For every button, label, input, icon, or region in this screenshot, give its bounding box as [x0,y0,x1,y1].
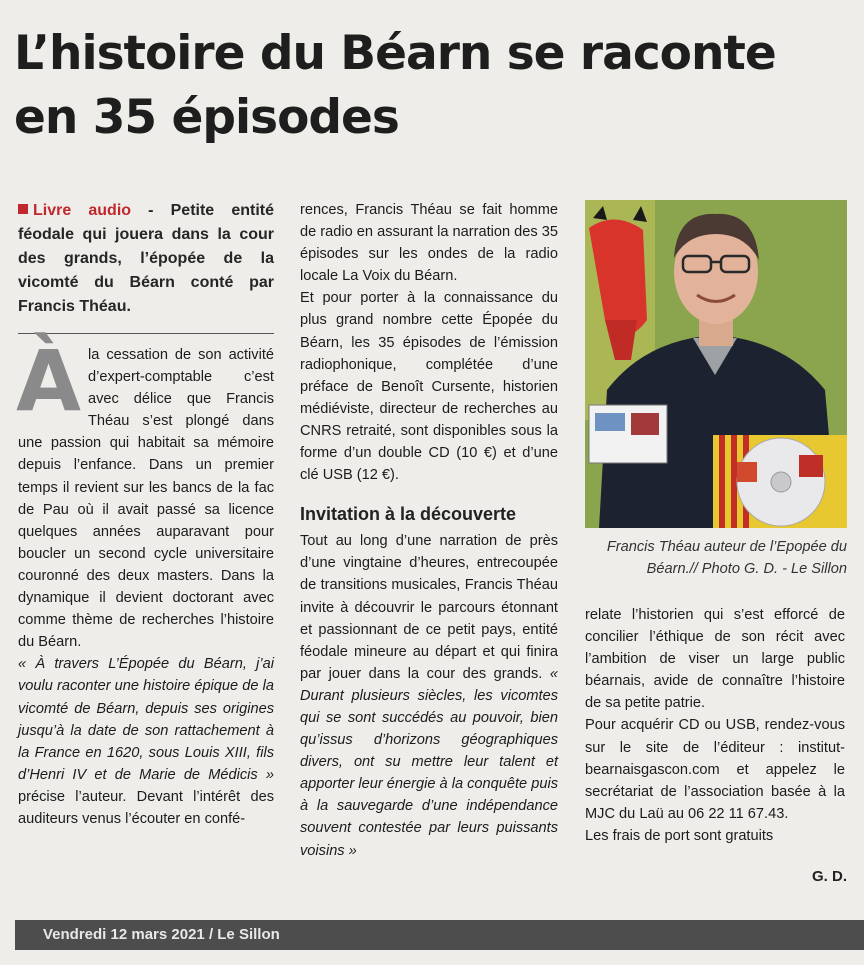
col2-text: Tout au long d’une narration de près d’une vingtaine d’heures, entrecoupée de transitions musicales, Francis Théau invite à découvrir le parcours étonnant et passionnant de ce petit pays, entité féodale mineure au départ et qui finira par jouer dans la cour des grands. [300,533,558,682]
author-photo [585,200,847,528]
article-title: L’histoire du Béarn se raconte en 35 épisodes [14,26,776,145]
col3-paragraph-2: Pour acquérir CD ou USB, rendez-vous sur le site de l’éditeur : institut-bearnaisgascon.com et appelez le secrétariat de l’association basée à la MJC du Laü au 06 22 11 67.43. [585,717,845,822]
col1-quote-paragraph [18,653,274,830]
photo-caption: Francis Théau auteur de l’Epopée du Béarn.// Photo G. D. - Le Sillon [606,539,847,577]
col2-paragraph-3 [300,530,558,861]
usb-card-label [595,413,625,431]
column-2 [300,199,558,862]
article-lead [18,199,274,319]
col2-paragraph-1: rences, Francis Théau se fait homme de radio en assurant la narration des 35 épisodes sur les ondes de la radio locale La Voix du Béarn. [300,202,558,285]
cd-hole [771,472,791,492]
column-3 [585,604,845,847]
col2-paragraph-2: Et pour porter à la connaissance du plus grand nombre cette Épopée du Béarn, les 35 épisodes de l’émission radiophonique, complétée d’une préface de Benoît Cursente, historien médiéviste, directeur de recherches au CNRS retraité, sont disponibles sous la forme d’un double CD (10 €) et d’une clé USB (12 €). [300,290,558,484]
subheading: Invitation à la découverte [300,504,517,525]
col3-paragraph-3: Les frais de port sont gratuits [585,827,774,844]
col1-paragraph [16,332,274,653]
cd-coat-of-arms [799,455,823,477]
column-1 [18,199,274,830]
col1-after-quote: précise l’auteur. Devant l’intérêt des auditeurs venus l’écouter en confé- [18,788,274,827]
col1-quote: « À travers L’Épopée du Béarn, j’ai voulu raconter une histoire épique de la vicomté de Béarn, depuis ses origines jusqu’à la date de son rattachement à la France en 1620, sous Louis XIII, fils d’Henri IV et de Marie de Médicis » [18,656,274,783]
photo-illustration [585,200,847,528]
cd-emblem [737,462,757,482]
col2-quote: « Durant plusieurs siècles, les vicomtes qui se sont succédés au pouvoir, bien qu’issus d’horizons géographiques divers, ont su mettre leur talent et apporter leur énergie à la conquête puis à la sauvegarde d’une indépendance souvent contestée par leurs puissants voisins » [300,665,558,859]
footer-bar: Vendredi 12 mars 2021 / Le Sillon [15,920,864,950]
author-signature: G. D. [812,868,848,885]
usb-card-emblem [631,413,659,435]
dropcap: À [16,332,82,430]
col3-paragraph-1: relate l’historien qui s’est efforcé de concilier l’éthique de son récit avec l’ambition de viser un large public béarnais, avide de connaître l’histoire de sa petite patrie. [585,607,845,712]
lead-tag: Livre audio [18,202,131,219]
cd-stripe-2 [731,435,737,528]
lead-text: - Petite entité féodale qui jouera dans la cour des grands, l’épopée de la vicomté du Béarn conté par Francis Théau. [18,202,275,315]
cd-stripe-1 [719,435,725,528]
col1-text: la cessation de son activité d’expert-comptable c’est avec délice que Francis Théau s’est plongé dans une passion qui habitait sa mémoire depuis l’enfance. Dans un premier temps il revient sur les bancs de la fac de Pau où il avait passé sa licence quelques années auparavant pour boucler un second cycle universitaire couronné des deux masters. Dans la dynamique il devient doctorant avec comme thème de recherches l’histoire du Béarn. [18,347,274,651]
